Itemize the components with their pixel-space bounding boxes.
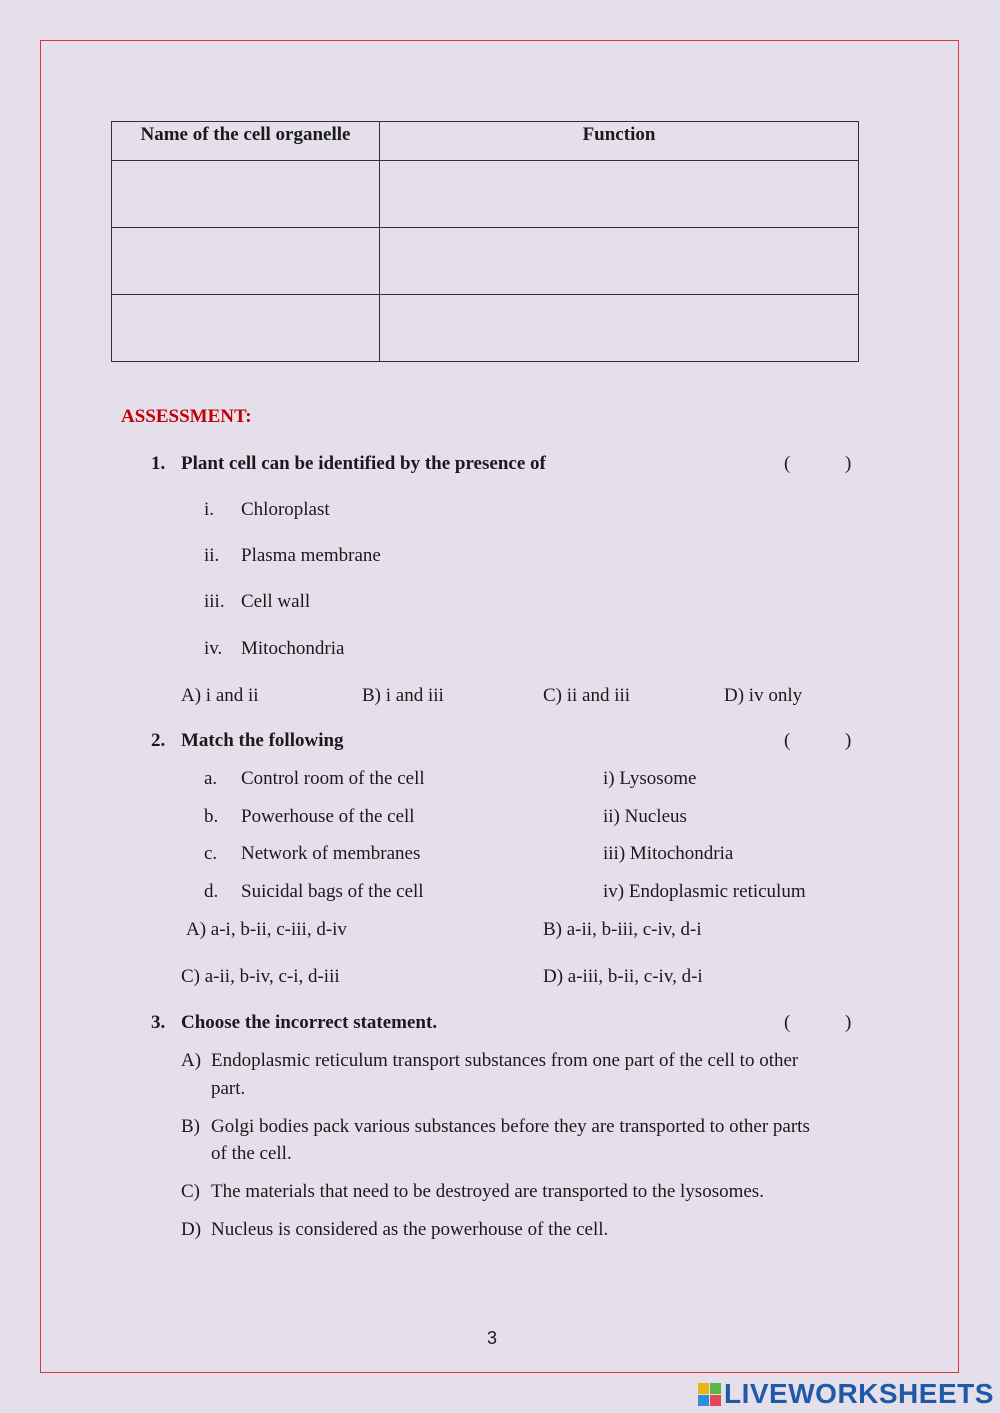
q3-statement-text-cont: part.: [211, 1078, 246, 1099]
q2-option-a: A) a-i, b-ii, c-iii, d-iv: [186, 919, 347, 940]
question-2-answer-open: (: [784, 730, 791, 751]
q2-left-text: Network of membranes: [241, 843, 421, 864]
table-cell-function-input[interactable]: [380, 161, 859, 228]
q3-statement-label: B): [181, 1116, 200, 1137]
q2-option-b: B) a-ii, b-iii, c-iv, d-i: [543, 919, 702, 940]
table-header-organelle: Name of the cell organelle: [112, 122, 380, 161]
question-2-answer-close: ): [845, 730, 852, 751]
liveworksheets-logo-icon: [698, 1383, 721, 1406]
q1-option-a: A) i and ii: [181, 685, 259, 706]
question-3-text: Choose the incorrect statement.: [181, 1012, 438, 1033]
question-1-answer-close: ): [845, 453, 852, 474]
q3-statement-text: Nucleus is considered as the powerhouse of the cell.: [211, 1219, 609, 1240]
q3-statement-text: The materials that need to be destroyed are transported to the lysosomes.: [211, 1181, 764, 1202]
table-cell-organelle-input[interactable]: [112, 295, 380, 362]
assessment-heading: ASSESSMENT:: [121, 406, 252, 427]
table-header-row: [112, 122, 859, 161]
q2-left-text: Control room of the cell: [241, 768, 425, 789]
q1-item-text: Mitochondria: [241, 638, 345, 659]
q2-right-text: i) Lysosome: [603, 768, 697, 789]
q1-item-label: iv.: [204, 638, 223, 659]
question-1-number: 1.: [151, 453, 166, 474]
table-cell-organelle-input[interactable]: [112, 161, 380, 228]
q2-left-label: d.: [204, 881, 219, 902]
question-2-number: 2.: [151, 730, 166, 751]
q3-statement-label: C): [181, 1181, 200, 1202]
q2-left-text: Powerhouse of the cell: [241, 806, 415, 827]
q3-statement-text-cont: of the cell.: [211, 1143, 292, 1164]
q3-statement-text: Endoplasmic reticulum transport substances from one part of the cell to other: [211, 1050, 799, 1071]
q1-option-b: B) i and iii: [362, 685, 444, 706]
question-3-answer-close: ): [845, 1012, 852, 1033]
table-cell-function-input[interactable]: [380, 228, 859, 295]
question-2-text: Match the following: [181, 730, 344, 751]
q1-item-label: iii.: [204, 591, 225, 612]
q3-statement-text: Golgi bodies pack various substances before they are transported to other parts: [211, 1116, 810, 1137]
q1-item-label: ii.: [204, 545, 220, 566]
q1-option-d: D) iv only: [724, 685, 803, 706]
q3-statement-label: D): [181, 1219, 202, 1240]
question-1-text: Plant cell can be identified by the presence of: [181, 453, 546, 474]
question-1-answer-box[interactable]: [796, 453, 842, 477]
q1-item-text: Chloroplast: [241, 499, 330, 520]
table-cell-organelle-input[interactable]: [112, 228, 380, 295]
q2-option-d: D) a-iii, b-ii, c-iv, d-i: [543, 966, 703, 987]
question-3-answer-box[interactable]: [796, 1012, 842, 1036]
table-cell-function-input[interactable]: [380, 295, 859, 362]
question-3-answer-open: (: [784, 1012, 791, 1033]
q2-right-text: ii) Nucleus: [603, 806, 687, 827]
q1-option-c: C) ii and iii: [543, 685, 631, 706]
table-header-function: Function: [380, 122, 859, 161]
question-2-answer-box[interactable]: [796, 730, 842, 754]
liveworksheets-logo[interactable]: [698, 1378, 994, 1410]
question-1-answer-open: (: [784, 453, 791, 474]
q2-right-text: iii) Mitochondria: [603, 843, 734, 864]
q1-item-text: Cell wall: [241, 591, 311, 612]
table-row: [112, 228, 859, 295]
q2-left-label: b.: [204, 806, 219, 827]
table-row: [112, 295, 859, 362]
q2-right-text: iv) Endoplasmic reticulum: [603, 881, 806, 902]
q2-left-text: Suicidal bags of the cell: [241, 881, 424, 902]
q2-left-label: a.: [204, 768, 218, 789]
question-3-number: 3.: [151, 1012, 166, 1033]
q1-item-text: Plasma membrane: [241, 545, 381, 566]
organelle-table: [111, 121, 859, 362]
table-row: [112, 161, 859, 228]
q1-item-label: i.: [204, 499, 215, 520]
q2-option-c: C) a-ii, b-iv, c-i, d-iii: [181, 966, 340, 987]
q3-statement-label: A): [181, 1050, 202, 1071]
liveworksheets-logo-text: LIVEWORKSHEETS: [724, 1378, 994, 1409]
page-number: 3: [487, 1328, 498, 1348]
q2-left-label: c.: [204, 843, 218, 864]
